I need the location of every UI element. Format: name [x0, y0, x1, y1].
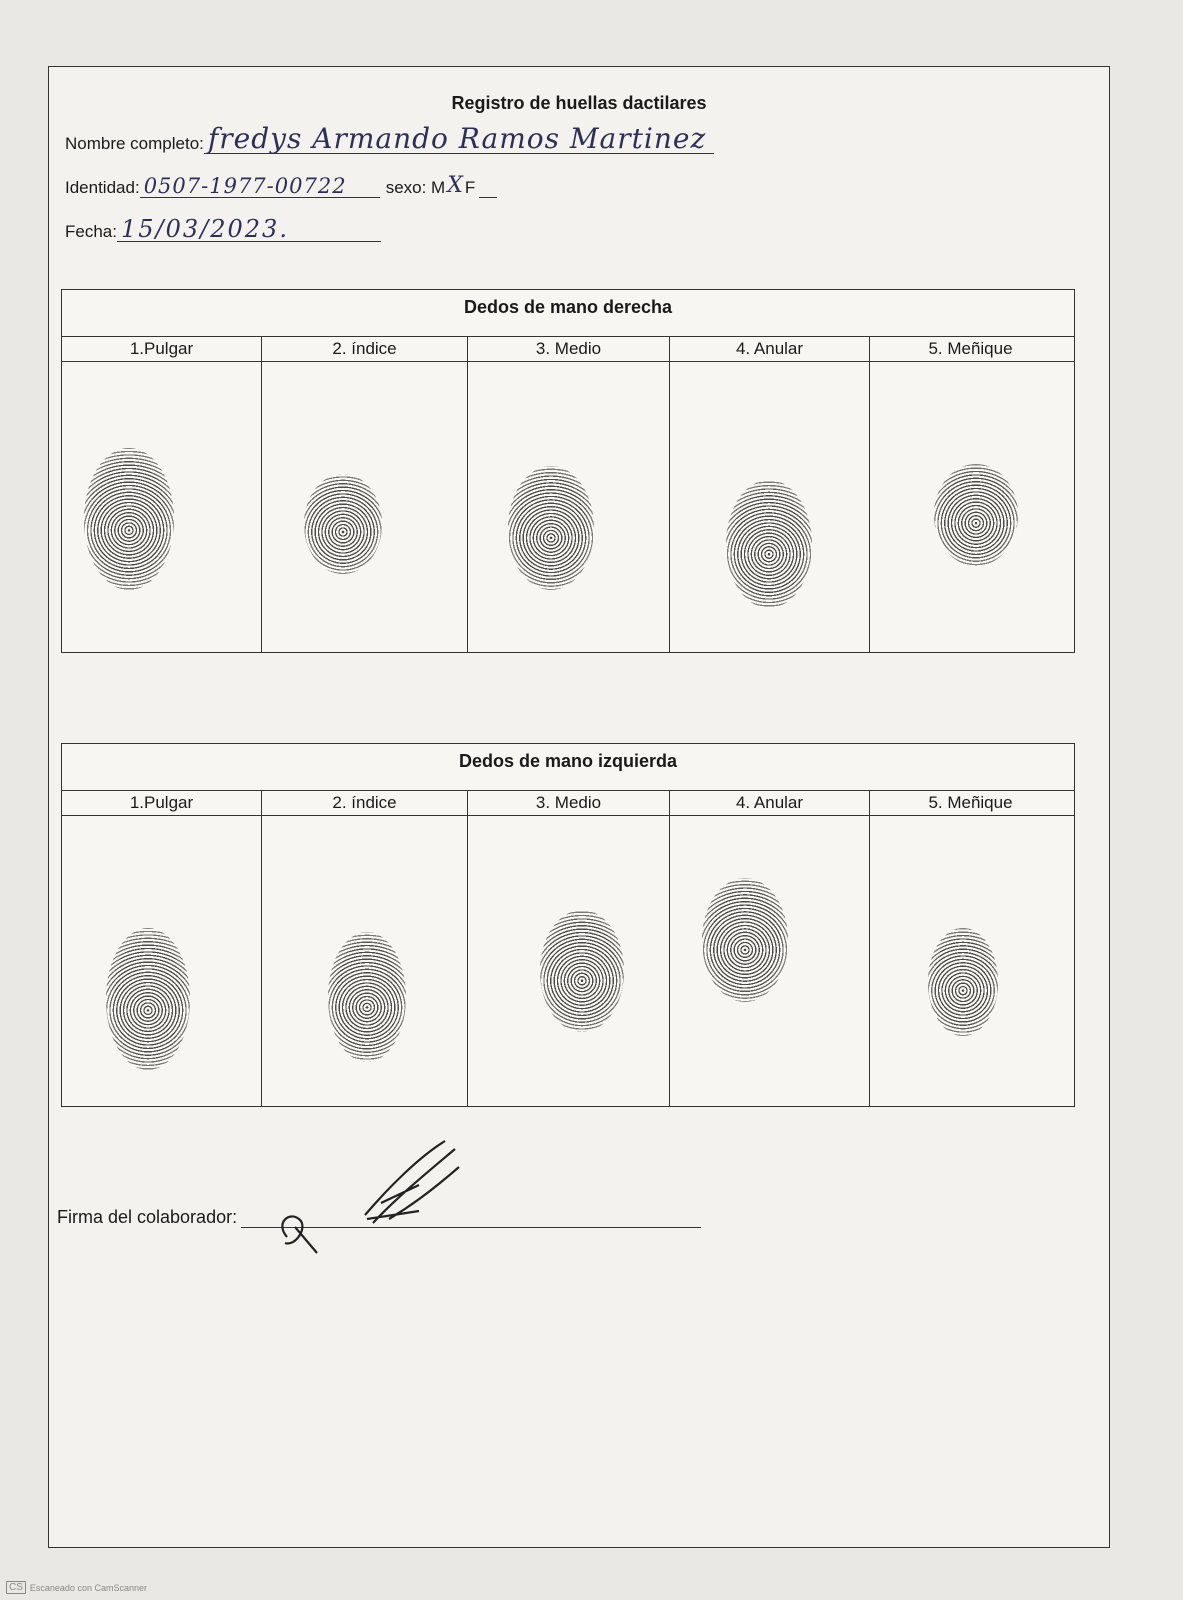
right-index-cell: [262, 362, 468, 652]
identity-value: 0507-1977-00722: [140, 176, 380, 198]
name-row: [65, 122, 714, 155]
sex-f-label: F: [464, 178, 476, 197]
left-ring-cell: [670, 816, 870, 1106]
right-header-little: 5. Meñique: [928, 339, 1013, 358]
left-middle-cell: [468, 816, 670, 1106]
name-label: Nombre completo:: [65, 134, 204, 153]
sex-f-blank: [479, 183, 497, 198]
fingerprint-image: [328, 932, 406, 1062]
right-hand-title: Dedos de mano derecha: [62, 290, 1074, 337]
left-thumb-cell: [62, 816, 262, 1106]
sex-mark: X: [447, 173, 463, 198]
date-value: 15/03/2023.: [117, 217, 381, 242]
fingerprint-image: [508, 466, 594, 590]
right-hand-table: [61, 289, 1075, 653]
right-header-index: 2. índice: [262, 337, 468, 361]
sex-label: sexo: M: [385, 178, 446, 197]
right-middle-cell: [468, 362, 670, 652]
identity-label: Identidad:: [65, 178, 140, 197]
left-header-index: 2. índice: [262, 791, 468, 815]
date-label: Fecha:: [65, 222, 117, 241]
right-header-ring: 4. Anular: [670, 337, 870, 361]
camscanner-logo: CS: [6, 1581, 26, 1594]
scanner-footer-text: Escaneado con CamScanner: [29, 1582, 147, 1593]
right-ring-cell: [670, 362, 870, 652]
scanner-footer: [6, 1581, 147, 1594]
fingerprint-image: [702, 878, 788, 1002]
fingerprint-image: [934, 464, 1018, 566]
left-header-little: 5. Meñique: [928, 793, 1013, 812]
right-header-middle: 3. Medio: [468, 337, 670, 361]
fingerprint-image: [304, 474, 382, 574]
identity-row: [65, 173, 497, 198]
right-thumb-cell: [62, 362, 262, 652]
left-hand-headers: [62, 791, 1074, 816]
fingerprint-image: [928, 928, 998, 1036]
right-hand-headers: [62, 337, 1074, 362]
right-little-cell: [870, 362, 1071, 652]
left-header-thumb: 1.Pulgar: [62, 791, 262, 815]
fingerprint-image: [84, 448, 174, 590]
left-hand-prints: [62, 816, 1074, 1106]
fingerprint-image: [540, 910, 624, 1032]
fingerprint-image: [726, 480, 812, 608]
left-header-middle: 3. Medio: [468, 791, 670, 815]
form-sheet: [48, 66, 1110, 1548]
left-header-ring: 4. Anular: [670, 791, 870, 815]
right-hand-prints: [62, 362, 1074, 652]
left-index-cell: [262, 816, 468, 1106]
left-little-cell: [870, 816, 1071, 1106]
left-hand-title: Dedos de mano izquierda: [62, 744, 1074, 791]
left-hand-table: [61, 743, 1075, 1107]
fingerprint-image: [106, 928, 190, 1070]
right-header-thumb: 1.Pulgar: [62, 337, 262, 361]
signature-label: Firma del colaborador:: [57, 1207, 238, 1227]
form-title: Registro de huellas dactilares: [451, 93, 707, 113]
date-row: [65, 217, 381, 242]
signature-image: [269, 1127, 509, 1257]
name-value: fredys Armando Ramos Martinez: [204, 125, 714, 154]
